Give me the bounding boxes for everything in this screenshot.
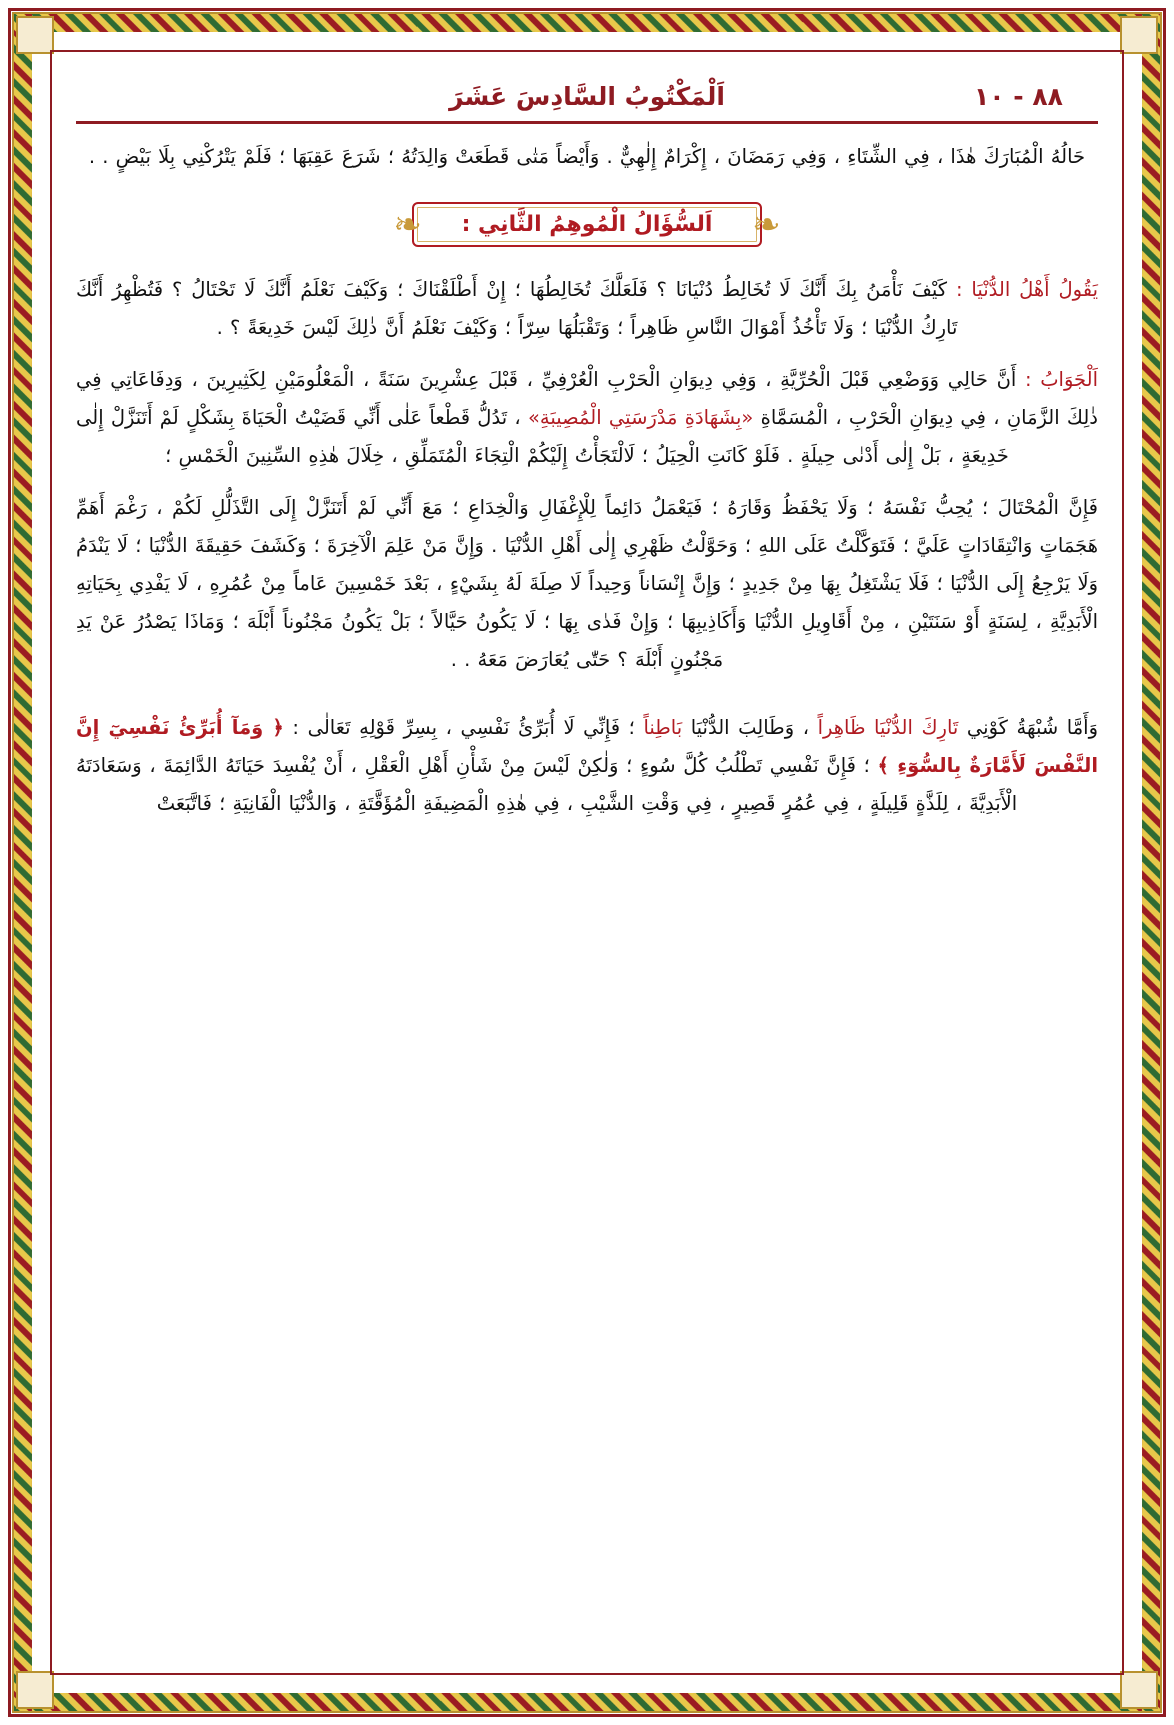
corner-ornament-bottom-left <box>16 1671 54 1709</box>
paragraph-final <box>76 709 1098 823</box>
final-part-three: ؛ فَإِنِّي لَا أُبَرِّئُ نَفْسِي ، بِسِرِّ قَوْلِهِ تَعَالٰى : <box>283 716 644 740</box>
final-red-two: بَاطِناً <box>643 716 683 740</box>
final-part-two: ، وَطَالِبَ الدُّنْيَا <box>682 716 818 740</box>
answer-work-title: «بِشَهَادَةِ مَدْرَسَتِي الْمُصِيبَةِ» <box>527 406 754 430</box>
final-red-one: تَارِكَ الدُّنْيَا ظَاهِراً <box>817 716 959 740</box>
corner-ornament-top-left <box>16 16 54 54</box>
red-block-text: فَإِنَّ الْمُحْتَالَ ؛ يُحِبُّ نَفْسَهُ ؛ وَلَا يَحْفَظُ وَقَارَهُ ؛ فَيَعْمَلُ دَائِماً لِلْإِغْفَالِ وَالْخِدَاعِ ؛ مَعَ أَنِّي لَمْ أَتَنَزَّلْ إِلَى التَّذَلُّلِ لَكُمْ ، رَغْمَ أَهَمِّ هَجَمَاتٍ وَانْتِقَادَاتٍ عَلَيَّ ؛ فَتَوَكَّلْتُ عَلَى اللهِ ؛ وَحَوَّلْتُ ظَهْرِي إِلٰى أَهْلِ الدُّنْيَا . وَإِنَّ مَنْ عَلِمَ الْآخِرَةَ ؛ وَكَشَفَ حَقِيقَةَ الدُّنْيَا ؛ لَا يَنْدَمُ وَلَا يَرْجِعُ إِلَى الدُّنْيَا ؛ فَلَا يَشْتَغِلُ بِهَا مِنْ جَدِيدٍ ؛ وَإِنَّ إِنْسَاناً وَحِيداً لَا صِلَةَ لَهُ بِشَيْءٍ ، بَعْدَ خَمْسِينَ عَاماً مِنْ عُمُرِهِ ، لَا يَفْدِي بِحَيَاتِهِ الْأَبَدِيَّةِ ، لِسَنَةٍ أَوْ سَنَتَيْنِ ، مِنْ أَقَاوِيلِ الدُّنْيَا وَأَكَاذِيبِهَا ؛ وَإِنْ فَدٰى بِهَا ؛ لَا يَكُونُ حَيَّالاً ؛ بَلْ يَكُونُ مَجْنُوناً أَبْلَهَ ؛ وَمَاذَا يَصْدُرُ عَنْ يَدِ مَجْنُونٍ أَبْلَهَ ؟ حَتّٰى يُعَارَضَ مَعَهُ . . <box>76 496 1098 672</box>
quran-verse: ﴿ وَمَآ أُبَرِّئُ نَفْسِيٓ إِنَّ النَّفْسَ لَأَمَّارَةٌ بِالسُّوٓءِ ﴾ <box>76 716 1099 778</box>
corner-ornament-top-right <box>1120 16 1158 54</box>
answer-part-two: ، تَدُلُّ قَطْعاً عَلٰى أَنِّي قَضَيْتُ الْحَيَاةَ بِشَكْلٍ لَمْ أَتَنَزَّلْ إِلٰى خَدِيعَةٍ ، بَلْ إِلٰى أَدْنٰى حِيلَةٍ . فَلَوْ كَانَتِ الْحِيَلُ ؛ لَالْتَجَأْتُ إِلَيْكُمْ الْتِجَاءَ الْمُتَمَلِّقِ ، خِلَالَ هٰذِهِ السِّنِينَ الْخَمْسِ ؛ <box>76 406 1009 468</box>
answer-part-one: أَنَّ حَالِي وَوَضْعِي قَبْلَ الْحُرِّيَّةِ ، وَفِي دِيوَانِ الْحَرْبِ الْعُرْفِيِّ ، قَبْلَ عِشْرِينَ سَنَةً ، الْمَعْلُومَيْنِ لِكَثِيرِينَ ، وَدِفَاعَاتِي فِي ذٰلِكَ الزَّمَانِ ، فِي دِيوَانِ الْحَرْبِ ، الْمُسَمَّاةِ <box>76 368 1098 430</box>
flourish-right-icon: ❧ <box>752 204 781 245</box>
corner-ornament-bottom-right <box>1120 1671 1158 1709</box>
final-part-one: وَأَمَّا شُبْهَةُ كَوْنِي <box>958 716 1098 740</box>
header-divider <box>76 121 1098 124</box>
page-header <box>72 76 1102 111</box>
paragraph-question <box>76 271 1098 347</box>
paragraph-answer <box>76 361 1098 475</box>
paragraph-red-emphasis <box>76 489 1098 679</box>
answer-lead: اَلْجَوَابُ : <box>1024 368 1098 392</box>
final-part-four: ؛ فَإِنَّ نَفْسِي تَطْلُبُ كُلَّ سُوءٍ ؛ وَلٰكِنْ لَيْسَ مِنْ شَأْنِ أَهْلِ الْعَقْلِ ، أَنْ يُفْسِدَ حَيَاتَهُ الدَّائِمَةَ ، وَسَعَادَتَهُ الْأَبَدِيَّةَ ، لِلَذَّةٍ قَلِيلَةٍ ، فِي عُمُرٍ قَصِيرٍ ، فِي وَقْتِ الشَّيْبِ ، فِي هٰذِهِ الْمَضِيفَةِ الْمُؤَقَّتَةِ ، وَالدُّنْيَا الْفَانِيَةِ ؛ فَاتَّبَعَتْ <box>76 754 1018 816</box>
section-heading-cartouche <box>393 202 781 247</box>
question-body: كَيْفَ نَأْمَنُ بِكَ أَنَّكَ لَا تُخَالِطُ دُنْيَانَا ؟ فَلَعَلَّكَ تُخَالِطُهَا ؛ إِنْ أَطْلَقْنَاكَ ؛ وَكَيْفَ نَعْلَمُ أَنَّكَ لَا تَحْتَالُ ؟ فَتُظْهِرُ أَنَّكَ تَارِكُ الدُّنْيَا ؛ وَلَا تَأْخُذُ أَمْوَالَ النَّاسِ ظَاهِراً ؛ وَتَقْبَلُهَا سِرّاً ؛ وَكَيْفَ نَعْلَمُ أَنَّ ذٰلِكَ لَيْسَ خَدِيعَةً ؟ . <box>76 278 958 340</box>
page-title: اَلْمَكْتُوبُ السَّادِسَ عَشَرَ <box>449 82 725 111</box>
page-content <box>62 62 1112 1665</box>
section-heading-label: اَلسُّؤَالُ الْمُوهِمُ الثَّانِي : <box>461 212 713 238</box>
intro-text: حَالُهُ الْمُبَارَكَ هٰذَا ، فِي الشِّتَاءِ ، وَفِي رَمَضَانَ ، إِكْرَامٌ إِلٰهِيٌّ . وَأَيْضاً مَتٰى قَطَعَتْ وَالِدَتُهُ ؛ شَرَعَ عَقِبَهَا ؛ فَلَمْ يَتْرُكْنِي بِلَا بَيْضٍ . . <box>88 145 1086 168</box>
paragraph-intro <box>76 138 1098 176</box>
page-number: ٨٨ - ١٠ <box>974 82 1063 111</box>
question-lead: يَقُولُ أَهْلُ الدُّنْيَا : <box>955 278 1098 302</box>
flourish-left-icon: ❧ <box>393 204 422 245</box>
section-heading-wrapper <box>72 202 1102 247</box>
